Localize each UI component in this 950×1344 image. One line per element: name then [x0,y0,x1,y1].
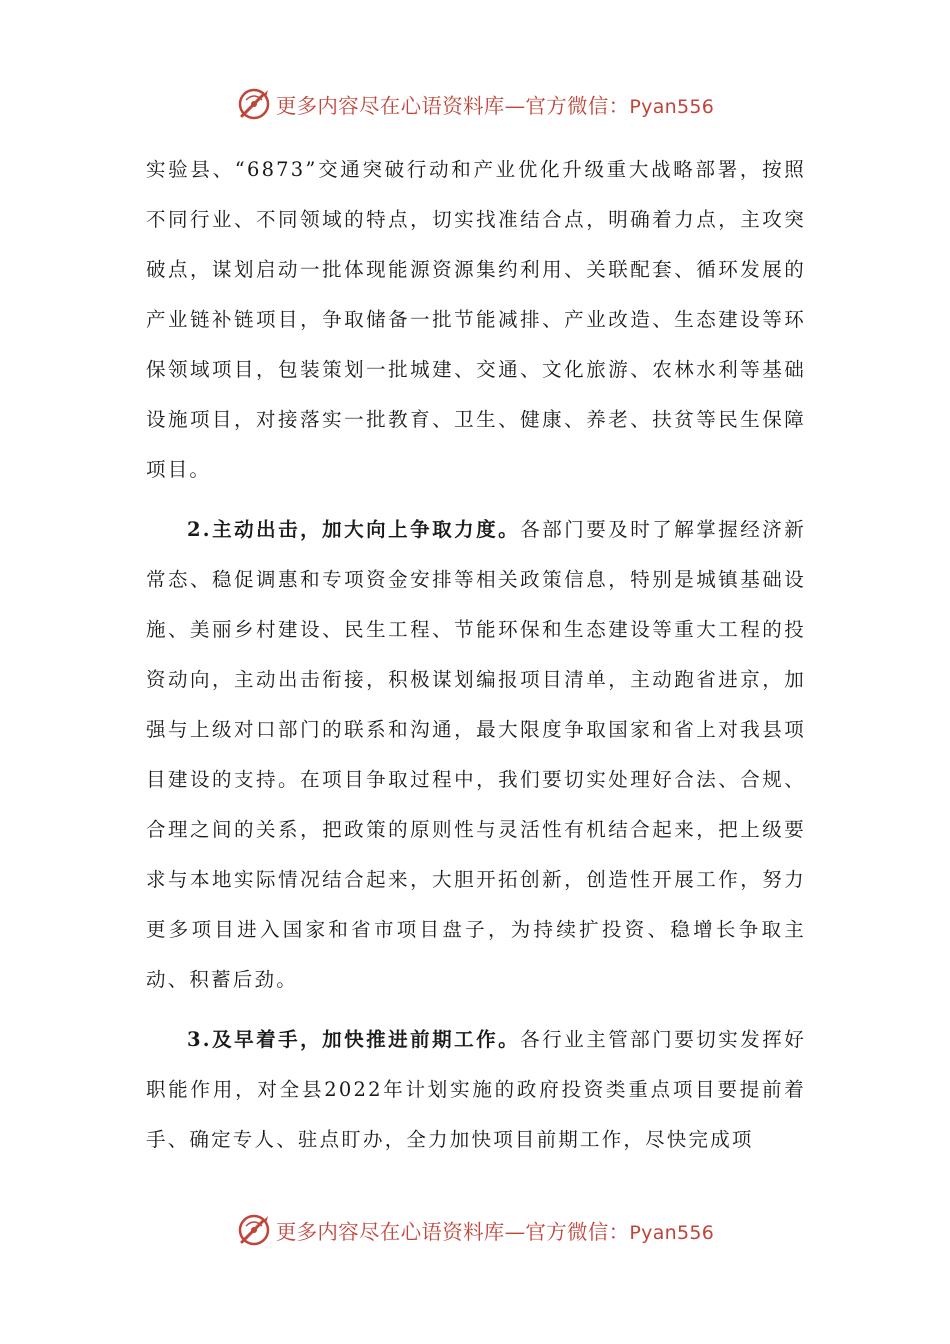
paragraph-3-heading: 3.及早着手，加快推进前期工作。 [187,1028,521,1051]
footer-banner [0,1210,950,1250]
paragraph-2-heading: 2.主动出击，加大向上争取力度。 [187,518,521,541]
document-body [146,145,806,1165]
banner-text: 更多内容尽在心语资料库—官方微信：Pyan556 [275,94,715,118]
wechat-id: Pyan556 [629,1222,715,1244]
paragraph-2-body: 各部门要及时了解掌握经济新常态、稳促调惠和专项资金安排等相关政策信息，特别是城镇基础设施、美丽乡村建设、民生工程、节能环保和生态建设等重大工程的投资动向，主动出击衔接，积极谋划编报项目清单，主动跑省进京，加强与上级对口部门的联系和沟通，最大限度争取国家和省上对我县项目建设的支持。在项目争取过程中，我们要切实处理好合法、合规、合理之间的关系，把政策的原则性与灵活性有机结合起来，把上级要求与本地实际情况结合起来，大胆开拓创新，创造性开展工作，努力更多项目进入国家和省市项目盘子，为持续扩投资、稳增长争取主动、积蓄后劲。 [146,518,806,991]
wechat-id: Pyan556 [629,96,715,118]
paragraph-1: 实验县、“6873”交通突破行动和产业优化升级重大战略部署，按照不同行业、不同领域的特点，切实找准结合点，明确着力点，主攻突破点，谋划启动一批体现能源资源集约利用、关联配套、循环发展的产业链补链项目，争取储备一批节能减排、产业改造、生态建设等环保领域项目，包装策划一批城建、交通、文化旅游、农林水利等基础设施项目，对接落实一批教育、卫生、健康、养老、扶贫等民生保障项目。 [146,158,806,481]
pen-nib-seal-icon [236,86,272,122]
paragraph-3 [146,1015,806,1165]
paragraph-3-body: 各行业主管部门要切实发挥好职能作用，对全县2022年计划实施的政府投资类重点项目要提前着手、确定专人、驻点盯办，全力加快项目前期工作，尽快完成项 [146,1028,806,1151]
header-banner [0,84,950,124]
pen-nib-seal-icon [236,1212,272,1248]
banner-text: 更多内容尽在心语资料库—官方微信：Pyan556 [275,1220,715,1244]
paragraph-2 [146,505,806,1005]
